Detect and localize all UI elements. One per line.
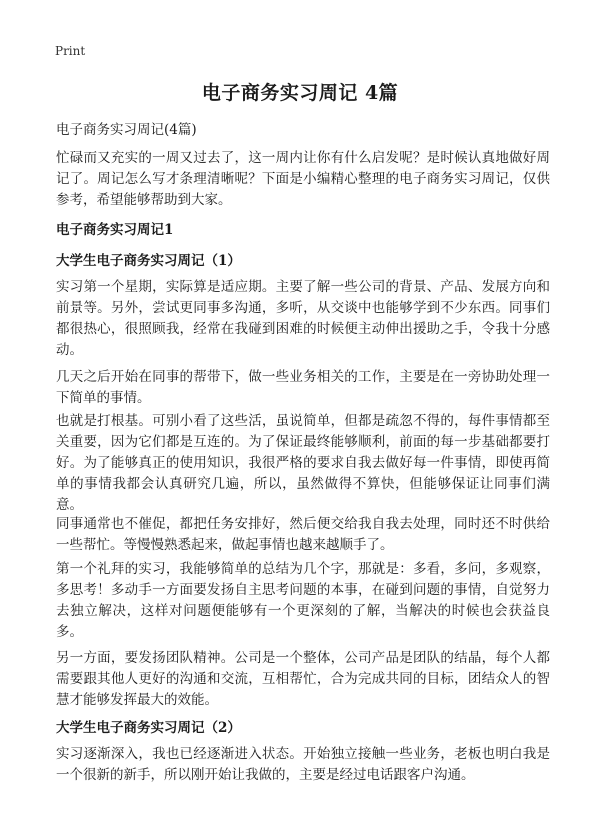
- intro-subtitle: 电子商务实习周记(4篇): [56, 122, 197, 138]
- print-label[interactable]: Print: [55, 44, 86, 58]
- week1-paragraph-2: 几天之后开始在同事的帮带下，做一些业务相关的工作，主要是在一旁协助处理一下简单的事情。: [56, 369, 550, 406]
- week1-paragraph-1: 实习第一个星期，实际算是适应期。主要了解一些公司的背景、产品、发展方向和前景等。另外，尝试更同事多沟通，多听，从交谈中也能够学到不少东西。同事们都很热心，很照顾我，经常在我碰到困难的时候便主动伸出援助之手，令我十分感动。: [56, 279, 550, 358]
- week1-paragraph-3: 也就是打根基。可别小看了这些活，虽说简单，但都是疏忽不得的，每件事情都至关重要，因为它们都是互连的。为了保证最终能够顺利，前面的每一步基础都要打好。为了能够真正的使用知识，我很严格的要求自我去做好每一件事情，即使再简单的事情我都会认真研究几遍，所以，虽然做得不算快，但能够保证让同事们满意。: [56, 413, 550, 513]
- week1-paragraph-6: 另一方面，要发扬团队精神。公司是一个整体，公司产品是团队的结晶，每个人都需要跟其他人更好的沟通和交流，互相帮忙，合为完成共同的目标，团结众人的智慧才能够发挥最大的效能。: [56, 650, 550, 708]
- section-heading-1: 电子商务实习周记1: [56, 222, 174, 238]
- week1-paragraph-4: 同事通常也不催促，都把任务安排好，然后便交给我自我去处理，同时还不时供给一些帮忙。等慢慢熟悉起来，做起事情也越来越顺手了。: [56, 516, 550, 553]
- week2-paragraph-1: 实习逐渐深入，我也已经逐渐进入状态。开始独立接触一些业务，老板也明白我是一个很新的新手，所以刚开始让我做的，主要是经过电话跟客户沟通。: [56, 746, 550, 783]
- page-title: 电子商务实习周记 4篇: [201, 82, 399, 104]
- week1-paragraph-5: 第一个礼拜的实习，我能够简单的总结为几个字，那就是：多看，多问，多观察，多思考！多动手一方面要发扬自主思考问题的本事，在碰到问题的事情，自觉努力去独立解决，这样对问题便能够有一个更深刻的了解，当解决的时候也会获益良多。: [56, 561, 550, 640]
- week2-heading: 大学生电子商务实习周记（2）: [56, 720, 241, 736]
- week1-heading: 大学生电子商务实习周记（1）: [56, 253, 241, 269]
- intro-paragraph: 忙碌而又充实的一周又过去了，这一周内让你有什么启发呢？是时候认真地做好周记了。周记怎么写才条理清晰呢？下面是小编精心整理的电子商务实习周记，仅供参考，希望能够帮助到大家。: [56, 150, 550, 208]
